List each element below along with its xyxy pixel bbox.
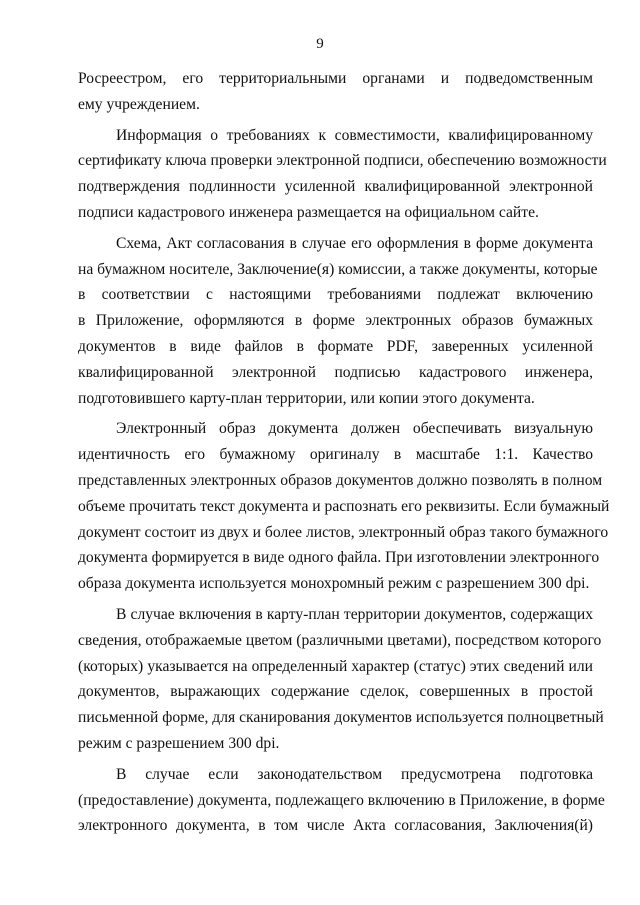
text-line: документа формируется в виде одного файла. При изготовлении электронного — [78, 549, 600, 567]
text-line: документ состоит из двух и более листов, электронный образ такого бумажного — [78, 523, 609, 541]
paragraph-1 — [78, 66, 593, 118]
paragraph-4 — [78, 416, 610, 597]
text-line: ему учреждением. — [78, 95, 200, 113]
text-line: Электронный образ документа должен обеспечивать визуальную — [116, 420, 593, 438]
text-line: (которых) указывается на определенный характер (статус) этих сведений или — [78, 657, 593, 675]
text-line: режим с разрешением 300 dpi. — [78, 734, 280, 752]
text-line: подготовившего карту-план территории, или копии этого документа. — [78, 389, 535, 407]
text-line: В случае включения в карту-план территории документов, содержащих — [116, 605, 593, 623]
text-line: объеме прочитать текст документа и распознать его реквизиты. Если бумажный — [78, 497, 610, 515]
text-line: в Приложение, оформляются в форме электронных образов бумажных — [78, 312, 593, 330]
text-line: (предоставление) документа, подлежащего включению в Приложение, в форме — [78, 791, 605, 809]
document-body — [78, 66, 610, 839]
text-line: на бумажном носителе, Заключение(я) комиссии, а также документы, которые — [78, 260, 598, 278]
paragraph-5 — [78, 602, 604, 757]
text-line: квалифицированной электронной подписью кадастрового инженера, — [78, 363, 593, 381]
text-line: образа документа используется монохромный режим с разрешением 300 dpi. — [78, 575, 590, 593]
text-line: идентичность его бумажному оригиналу в масштабе 1:1. Качество — [78, 446, 593, 464]
text-line: документов, выражающих содержание сделок, совершенных в простой — [78, 683, 593, 701]
text-line: письменной форме, для сканирования документов используется полноцветный — [78, 709, 604, 727]
text-line: сертификату ключа проверки электронной подписи, обеспечению возможности — [78, 152, 607, 170]
text-line: представленных электронных образов документов должно позволять в полном — [78, 471, 603, 489]
text-line: подписи кадастрового инженера размещается на официальном сайте. — [78, 203, 539, 221]
text-line: подтверждения подлинности усиленной квалифицированной электронной — [78, 178, 593, 196]
text-line: сведения, отображаемые цветом (различными цветами), посредством которого — [78, 631, 602, 649]
text-line: в соответствии с настоящими требованиями подлежат включению — [78, 286, 593, 304]
text-line: В случае если законодательством предусмотрена подготовка — [116, 765, 593, 783]
paragraph-3 — [78, 231, 598, 412]
text-line: документов в виде файлов в формате PDF, заверенных усиленной — [78, 337, 593, 355]
text-line: Информация о требованиях к совместимости, квалифицированному — [116, 126, 593, 144]
text-line: Росреестром, его территориальными органами и подведомственным — [78, 70, 593, 87]
paragraph-2 — [78, 123, 607, 226]
text-line: Схема, Акт согласования в случае его оформления в форме документа — [116, 234, 593, 252]
page-number: 9 — [316, 36, 324, 52]
text-line: электронного документа, в том числе Акта согласования, Заключения(й) — [78, 817, 593, 835]
paragraph-6 — [78, 762, 605, 839]
